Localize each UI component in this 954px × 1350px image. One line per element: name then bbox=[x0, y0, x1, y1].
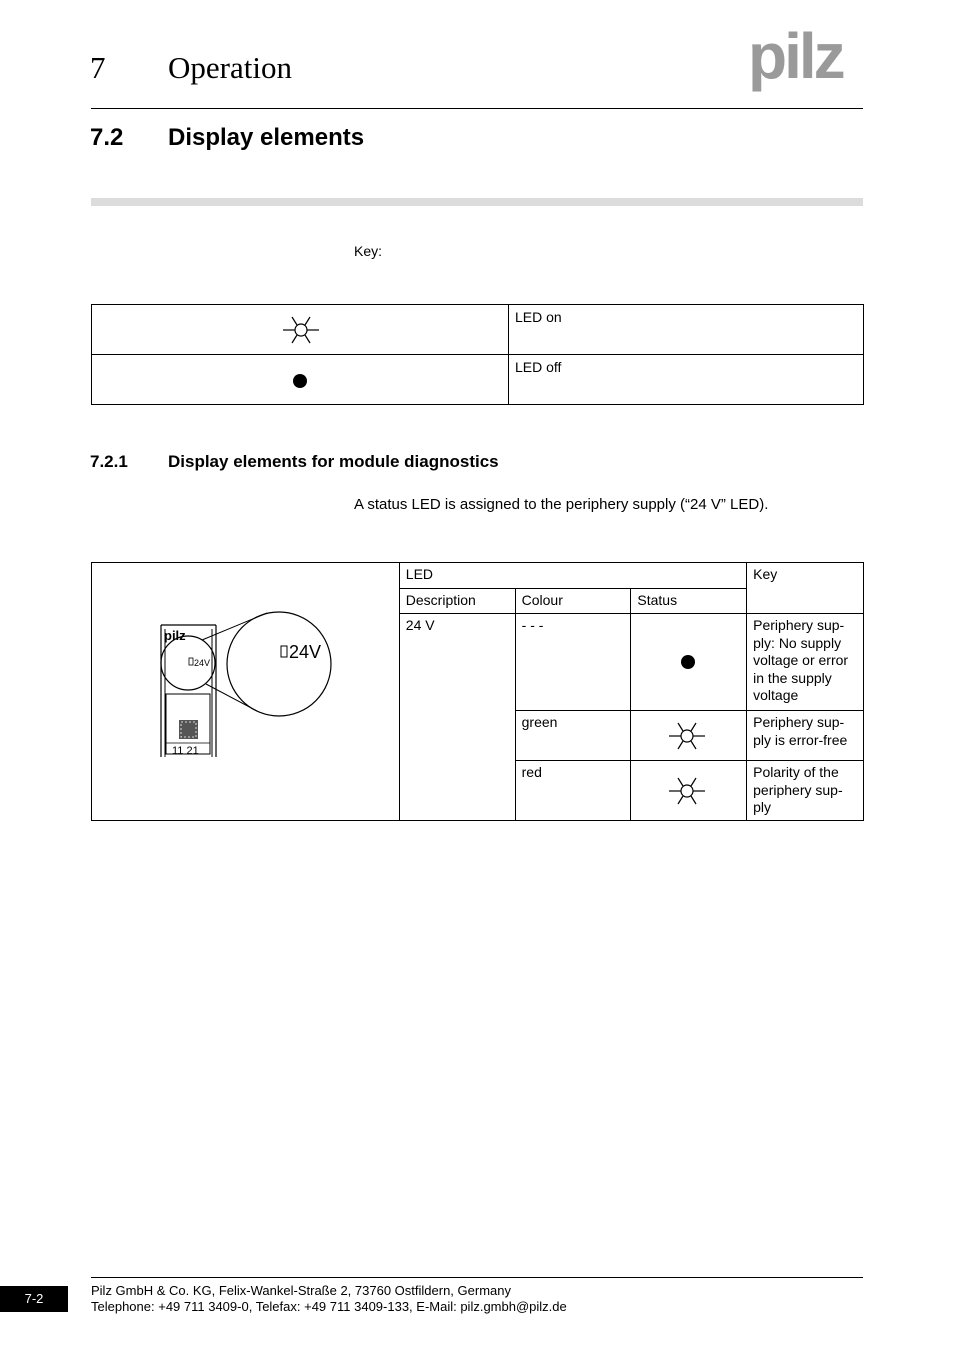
led-on-icon bbox=[283, 315, 319, 345]
row-colour: red bbox=[515, 761, 631, 821]
led-off-icon bbox=[292, 373, 308, 389]
row-status bbox=[631, 761, 747, 821]
key-text-led-on: LED on bbox=[509, 305, 864, 355]
row-status bbox=[631, 711, 747, 761]
led-description: 24 V bbox=[399, 614, 515, 821]
col-description: Description bbox=[399, 589, 515, 614]
subsection-intro: A status LED is assigned to the periphery supply (“24 V” LED). bbox=[354, 496, 769, 513]
led-on-icon bbox=[669, 776, 705, 806]
col-status: Status bbox=[631, 589, 747, 614]
row-key: Periphery sup-ply: No supply voltage or error in the supply voltage bbox=[747, 614, 864, 711]
key-label: Key: bbox=[354, 243, 383, 259]
svg-text:24V: 24V bbox=[289, 642, 322, 662]
module-figure-cell bbox=[92, 563, 400, 821]
key-row-led-on bbox=[92, 305, 864, 355]
diag-header-row bbox=[92, 563, 864, 589]
row-colour: - - - bbox=[515, 614, 631, 711]
diagnostics-table bbox=[91, 562, 864, 821]
key-row-led-off bbox=[92, 355, 864, 405]
section-title: Display elements bbox=[168, 124, 365, 151]
module-figure bbox=[156, 607, 336, 762]
led-header: LED bbox=[399, 563, 746, 589]
led-off-icon bbox=[680, 654, 696, 670]
svg-text:pilz: pilz bbox=[164, 628, 186, 643]
chapter-number: 7 bbox=[90, 50, 106, 85]
chapter-title: Operation bbox=[168, 50, 292, 85]
row-key: Polarity of the periphery sup-ply bbox=[747, 761, 864, 821]
svg-text:11 21: 11 21 bbox=[172, 745, 199, 757]
row-key: Periphery sup-ply is error-free bbox=[747, 711, 864, 761]
col-colour: Colour bbox=[515, 589, 631, 614]
key-text-led-off: LED off bbox=[509, 355, 864, 405]
section-number: 7.2 bbox=[90, 124, 124, 151]
footer-address: Pilz GmbH & Co. KG, Felix-Wankel-Straße 2, 73760 Ostfildern, Germany bbox=[91, 1283, 511, 1298]
key-table bbox=[91, 304, 864, 405]
row-colour: green bbox=[515, 711, 631, 761]
pilz-logo bbox=[748, 24, 866, 94]
header-rule bbox=[91, 108, 863, 109]
led-on-icon bbox=[669, 721, 705, 751]
row-status bbox=[631, 614, 747, 711]
footer-contact: Telephone: +49 711 3409-0, Telefax: +49 711 3409-133, E-Mail: pilz.gmbh@pilz.de bbox=[91, 1299, 567, 1314]
svg-text:pilz: pilz bbox=[748, 24, 843, 92]
key-header: Key bbox=[747, 563, 864, 614]
page-number: 7-2 bbox=[0, 1286, 68, 1312]
footer-rule bbox=[91, 1277, 863, 1278]
subsection-title: Display elements for module diagnostics bbox=[168, 452, 499, 471]
svg-text:24V: 24V bbox=[194, 658, 211, 668]
section-divider bbox=[91, 198, 863, 206]
subsection-number: 7.2.1 bbox=[90, 452, 128, 471]
